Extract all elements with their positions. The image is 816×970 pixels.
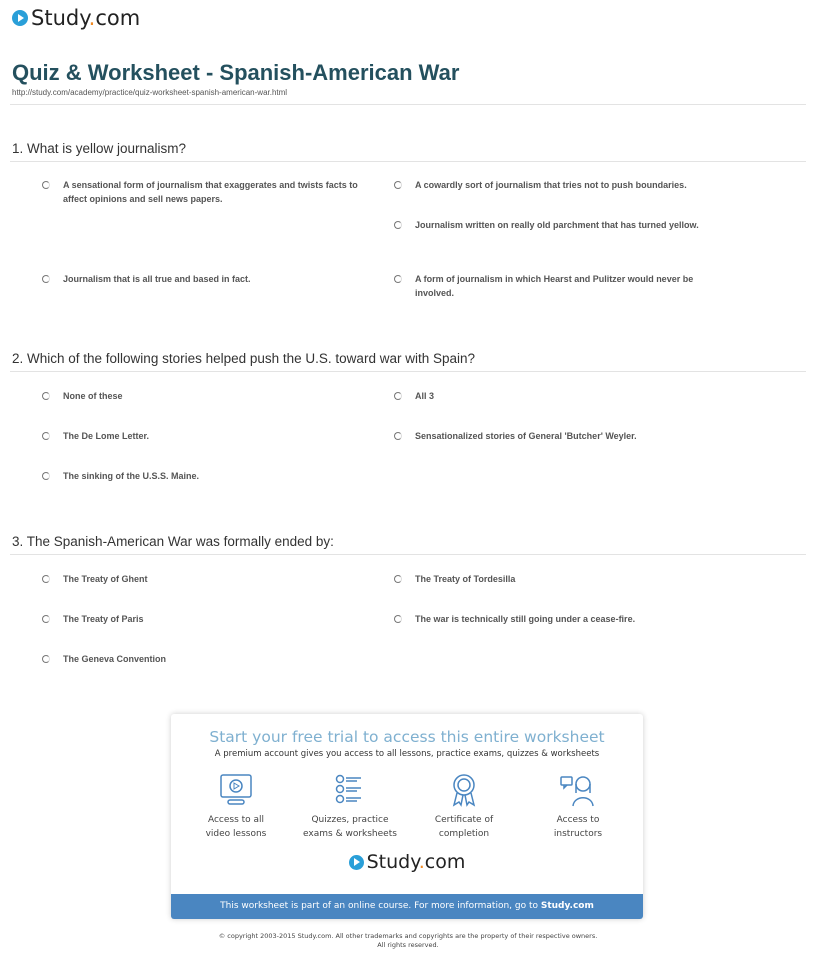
- answer-option[interactable]: The Treaty of Ghent: [63, 572, 373, 586]
- question-3: 3. The Spanish-American War was formally ended by:: [12, 534, 334, 549]
- answer-option[interactable]: The war is technically still going under a cease-fire.: [415, 612, 725, 626]
- play-logo-icon: [12, 10, 28, 26]
- answer-option[interactable]: A cowardly sort of journalism that tries not to push boundaries.: [415, 178, 725, 192]
- radio-button[interactable]: [42, 181, 50, 189]
- radio-button[interactable]: [42, 615, 50, 623]
- radio-button[interactable]: [42, 275, 50, 283]
- instructor-icon: [560, 773, 596, 807]
- certificate-icon: [446, 773, 482, 807]
- radio-button[interactable]: [42, 472, 50, 480]
- feature-quizzes: Quizzes, practice exams & worksheets: [295, 773, 405, 841]
- answer-option[interactable]: Journalism written on really old parchment that has turned yellow.: [415, 218, 725, 232]
- answer-option[interactable]: The Treaty of Paris: [63, 612, 373, 626]
- radio-button[interactable]: [394, 392, 402, 400]
- radio-button[interactable]: [394, 275, 402, 283]
- answer-option[interactable]: All 3: [415, 389, 725, 403]
- divider: [10, 104, 806, 105]
- play-logo-icon: [349, 855, 364, 870]
- quiz-list-icon: [332, 773, 368, 807]
- radio-button[interactable]: [394, 221, 402, 229]
- radio-button[interactable]: [394, 181, 402, 189]
- answer-option[interactable]: A sensational form of journalism that exaggerates and twists facts to affect opinions and sell news papers.: [63, 178, 373, 206]
- feature-video-lessons: Access to all video lessons: [181, 773, 291, 841]
- feature-instructors: Access to instructors: [523, 773, 633, 841]
- answer-option[interactable]: None of these: [63, 389, 373, 403]
- answer-option[interactable]: Journalism that is all true and based in fact.: [63, 272, 373, 286]
- answer-option[interactable]: Sensationalized stories of General 'Butcher' Weyler.: [415, 429, 725, 443]
- question-1: 1. What is yellow journalism?: [12, 141, 187, 156]
- divider: [10, 371, 806, 372]
- answer-option[interactable]: The Treaty of Tordesilla: [415, 572, 725, 586]
- radio-button[interactable]: [394, 615, 402, 623]
- page-url[interactable]: http://study.com/academy/practice/quiz-worksheet-spanish-american-war.html: [12, 88, 288, 97]
- free-trial-promo[interactable]: [171, 714, 643, 919]
- radio-button[interactable]: [42, 392, 50, 400]
- course-info-banner[interactable]: This worksheet is part of an online course. For more information, go to Study.com: [171, 894, 643, 919]
- radio-button[interactable]: [394, 432, 402, 440]
- study-link[interactable]: Study.com: [540, 901, 594, 911]
- logo-text: Study: [31, 6, 89, 30]
- answer-option[interactable]: The De Lome Letter.: [63, 429, 373, 443]
- feature-certificate: Certificate of completion: [409, 773, 519, 841]
- radio-button[interactable]: [394, 575, 402, 583]
- logo-suffix: com: [95, 6, 141, 30]
- radio-button[interactable]: [42, 575, 50, 583]
- answer-option[interactable]: The Geneva Convention: [63, 652, 373, 666]
- page-title: Quiz & Worksheet - Spanish-American War: [12, 60, 460, 85]
- study-logo[interactable]: [12, 6, 140, 30]
- logo-dot: .: [88, 6, 96, 30]
- promo-subheading: A premium account gives you access to all lessons, practice exams, quizzes & worksheets: [214, 749, 600, 759]
- divider: [10, 161, 806, 162]
- divider: [10, 554, 806, 555]
- video-lesson-icon: [218, 773, 254, 807]
- radio-button[interactable]: [42, 655, 50, 663]
- promo-study-logo[interactable]: Study.com: [171, 851, 643, 873]
- answer-option[interactable]: A form of journalism in which Hearst and Pulitzer would never be involved.: [415, 272, 725, 300]
- radio-button[interactable]: [42, 432, 50, 440]
- question-2: 2. Which of the following stories helped push the U.S. toward war with Spain?: [12, 351, 475, 366]
- promo-heading: Start your free trial to access this entire worksheet: [209, 728, 605, 746]
- copyright-footer: © copyright 2003-2015 Study.com. All other trademarks and copyrights are the property of their respective owners. All rights reserved.: [218, 932, 598, 949]
- answer-option[interactable]: The sinking of the U.S.S. Maine.: [63, 469, 373, 483]
